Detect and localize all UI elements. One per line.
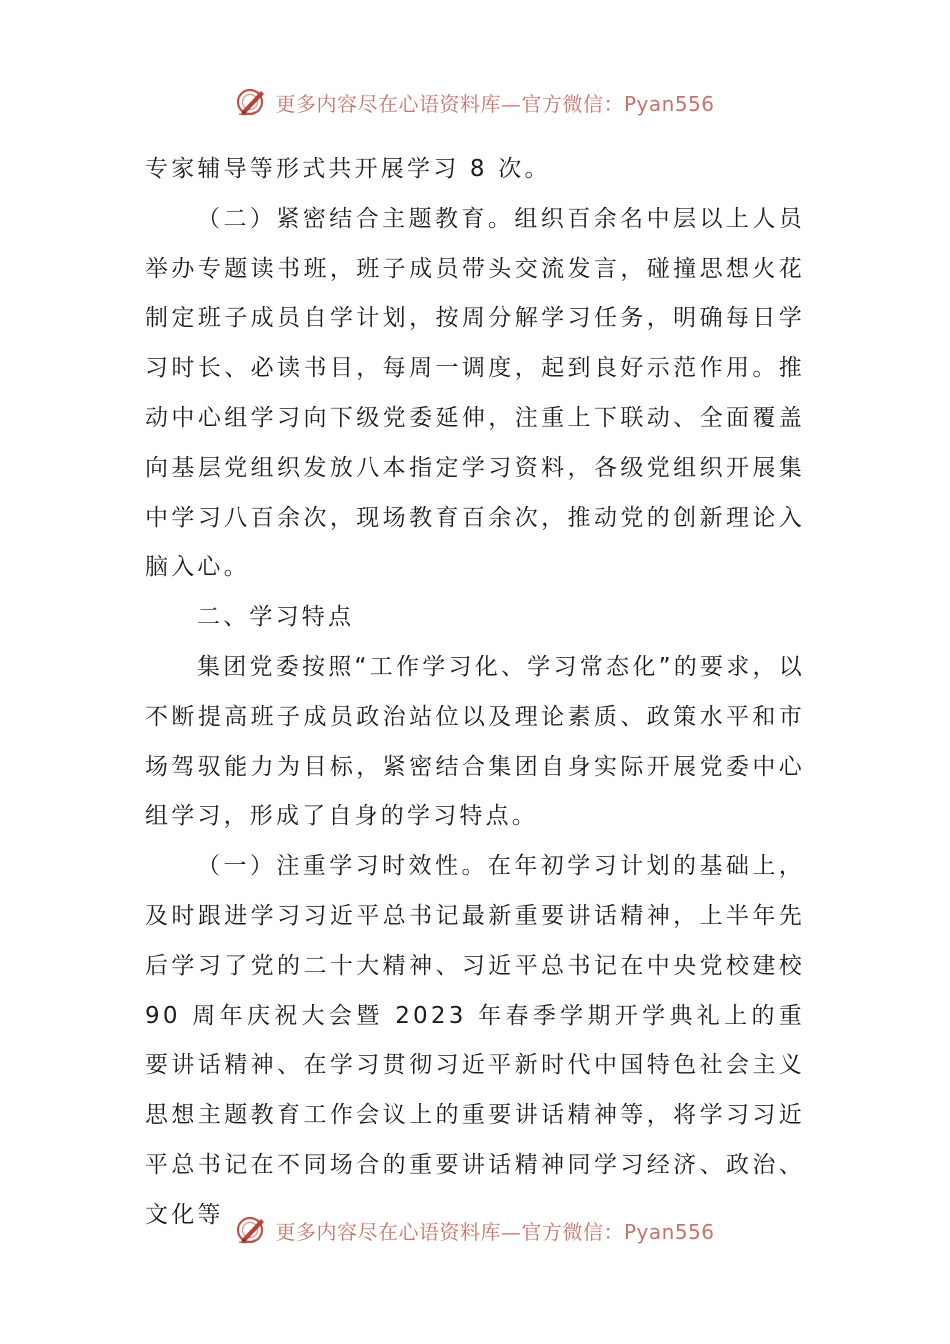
pen-logo-icon (235, 1213, 269, 1247)
watermark-text: 更多内容尽在心语资料库—官方微信：Pyan556 (275, 1219, 715, 1244)
pen-logo-icon (235, 85, 269, 119)
header-watermark (0, 82, 950, 122)
paragraph: 专家辅导等形式共开展学习 8 次。 (145, 156, 551, 182)
paragraph: （一）注重学习时效性。在年初学习计划的基础上，及时跟进学习习近平总书记最新重要讲话精神，上半年先后学习了党的二十大精神、习近平总书记在中央党校建校 90 周年庆祝大会暨 2023 年春季学期开学典礼上的重要讲话精神、在学习贯彻习近平新时代中国特色社会主义思想主题教育工作会议上的重要讲话精神等，将学习习近平总书记在不同场合的重要讲话精神同学习经济、政治、文化等 (145, 853, 805, 1228)
paragraph: 集团党委按照“工作学习化、学习常态化”的要求，以不断提高班子成员政治站位以及理论素质、政策水平和市场驾驭能力为目标，紧密结合集团自身实际开展党委中心组学习，形成了自身的学习特点。 (145, 653, 805, 830)
footer-watermark (0, 1210, 950, 1250)
watermark-text: 更多内容尽在心语资料库—官方微信：Pyan556 (275, 91, 715, 116)
paragraph: （二）紧密结合主题教育。组织百余名中层以上人员举办专题读书班，班子成员带头交流发言，碰撞思想火花制定班子成员自学计划，按周分解学习任务，明确每日学习时长、必读书目，每周一调度，起到良好示范作用。推动中心组学习向下级党委延伸，注重上下联动、全面覆盖向基层党组织发放八本指定学习资料，各级党组织开展集中学习八百余次，现场教育百余次，推动党的创新理论入脑入心。 (145, 205, 805, 581)
document-body (145, 145, 805, 1241)
section-heading: 二、学习特点 (197, 604, 355, 631)
